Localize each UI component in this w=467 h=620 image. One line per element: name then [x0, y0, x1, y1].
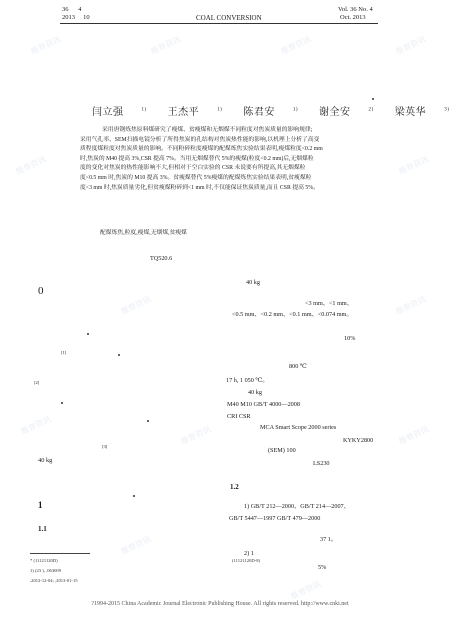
author-5: 梁英华 $^{3)}$: [394, 107, 450, 118]
footnote-line: (11121120D-8): [232, 558, 261, 563]
footnote-line: 1) (23 ), ,063009: [30, 568, 62, 573]
decor-dot: [118, 354, 120, 356]
decor-dot: [133, 495, 135, 497]
header-volume-cn: 36 4: [62, 6, 82, 13]
text-line: LS230: [313, 460, 330, 467]
abstract-line: 度的变化对焦炭的热性能影响不大,但相对于空白实验的 CSR 未说要有所提高,其无烟煤粒: [80, 165, 306, 172]
text-line: 800 ℃: [289, 363, 307, 370]
watermark-text: 维普资讯: [119, 534, 153, 557]
section-1-2-heading: 1.2: [230, 483, 239, 491]
decor-dot: [147, 420, 149, 422]
text-line: 37 1。: [320, 536, 338, 543]
coal-mass: 40 kg: [38, 457, 53, 464]
decor-dot: [61, 402, 63, 404]
text-line: <3 mm、<1 mm、: [305, 300, 353, 307]
watermark-text: 维普资讯: [397, 154, 431, 177]
text-line: 10%: [344, 335, 356, 342]
header-date-en: Oct. 2013: [340, 14, 366, 21]
clc-number: TQ520.6: [150, 255, 173, 262]
text-line: 40 kg: [246, 279, 260, 286]
citation-ref: [1]: [61, 350, 67, 355]
footnote-line: ,2012-12-04; ,2013-01-15: [30, 578, 78, 583]
text-line: MCA Smart Scope 2000 series: [260, 424, 337, 431]
decor-dot: [372, 98, 374, 100]
abstract-line: 质程度煤粒度对焦炭质量的影响。不同粉碎粒度瘦煤的配煤炼焦实验结果表明,瘦煤粒度<0.2 mm: [80, 146, 323, 153]
header-journal-name: COAL CONVERSION: [196, 14, 262, 22]
abstract-line: 时,焦炭的 M40 提高 3%,CSR 提高 7%。当用无烟煤替代 5%的瘦煤(粒度<0.2 mm)后,无烟煤粒: [80, 155, 314, 162]
text-line: KYKY2800: [343, 437, 374, 444]
author-2: 王杰平 $^{1)}$: [167, 107, 223, 118]
text-line: CRI CSR: [227, 413, 251, 420]
watermark-text: 维普资讯: [29, 34, 63, 57]
abstract: [80, 126, 380, 193]
section-1-1-heading: 1.1: [38, 525, 47, 533]
footnote-line: * (11121120D): [30, 558, 58, 563]
watermark-text: 维普资讯: [289, 579, 323, 602]
header-rule: [60, 23, 378, 24]
watermark-text: 维普资讯: [397, 424, 431, 447]
text-line: 17 h, 1 050 ℃。: [226, 377, 269, 384]
keywords: 配煤炼焦,粒度,瘦煤,无烟煤,贫瘦煤: [100, 230, 187, 236]
text-line: <0.5 mm、<0.2 mm、<0.1 mm、<0.074 mm。: [232, 311, 353, 318]
section-1-heading: 1: [38, 500, 43, 510]
text-line: (SEM) 100: [268, 447, 296, 454]
citation-ref: [3]: [102, 444, 108, 449]
citation-ref: [2]: [34, 380, 40, 385]
abstract-line: 采用唐钢炼焦原料煤研究了瘦煤、贫瘦煤和无烟煤不同粒度对焦炭质量的影响规律;: [102, 127, 313, 133]
section-zero-heading: 0: [38, 285, 44, 297]
watermark-text: 维普资讯: [279, 34, 313, 57]
abstract-line: 采用气孔率、SEM扫描电镜分析了所得焦炭的孔结构对焦炭热性能的影响,以机理上分析了高变: [80, 136, 320, 143]
author-1: 闫立强 $^{1)}$: [92, 107, 147, 118]
watermark-text: 维普资讯: [149, 34, 183, 57]
author-3: 陈君安 $^{1)}$: [243, 107, 299, 118]
author-list: [92, 103, 467, 118]
text-line: 1) GB/T 212—2000、GB/T 214—2007、: [244, 503, 350, 510]
decor-dot: [87, 333, 89, 335]
text-line: 2) 1: [244, 550, 254, 557]
watermark-text: 维普资讯: [394, 34, 428, 57]
text-line: 40 kg: [248, 389, 262, 396]
footnote-rule: [30, 553, 90, 554]
copyright-footer: ?1994-2015 China Academic Journal Electronic Publishing House. All rights reserved. http://www.cnki.net: [91, 601, 349, 607]
watermark-text: 维普资讯: [179, 424, 213, 447]
watermark-text: 维普资讯: [14, 154, 48, 177]
watermark-text: 维普资讯: [394, 294, 428, 317]
abstract-line: 度<3 mm 时,焦炭质量劣化,但贫瘦煤粉碎到<1 mm 时,不仅能保证焦炭质量,而且 CSR 提高 5%。: [80, 184, 319, 191]
text-line: M40 M10 GB/T 4000—2008: [227, 401, 300, 408]
watermark-text: 维普资讯: [19, 414, 53, 437]
abstract-line: 度<0.5 mm 时,焦炭的 M10 提高 3%。贫瘦煤替代 5%瘦煤的配煤炼焦实验结果表明,贫瘦煤粒: [80, 174, 312, 181]
text-line: GB/T 5447—1997 GB/T 479—2000: [229, 515, 321, 522]
header-date-cn: 2013 10: [62, 14, 90, 21]
watermark-text: 维普资讯: [119, 294, 153, 317]
header-volume-en: Vol. 36 No. 4: [338, 6, 373, 13]
author-4: 谢全安 $^{2)}$: [319, 107, 374, 118]
text-line: 5%: [318, 564, 327, 571]
